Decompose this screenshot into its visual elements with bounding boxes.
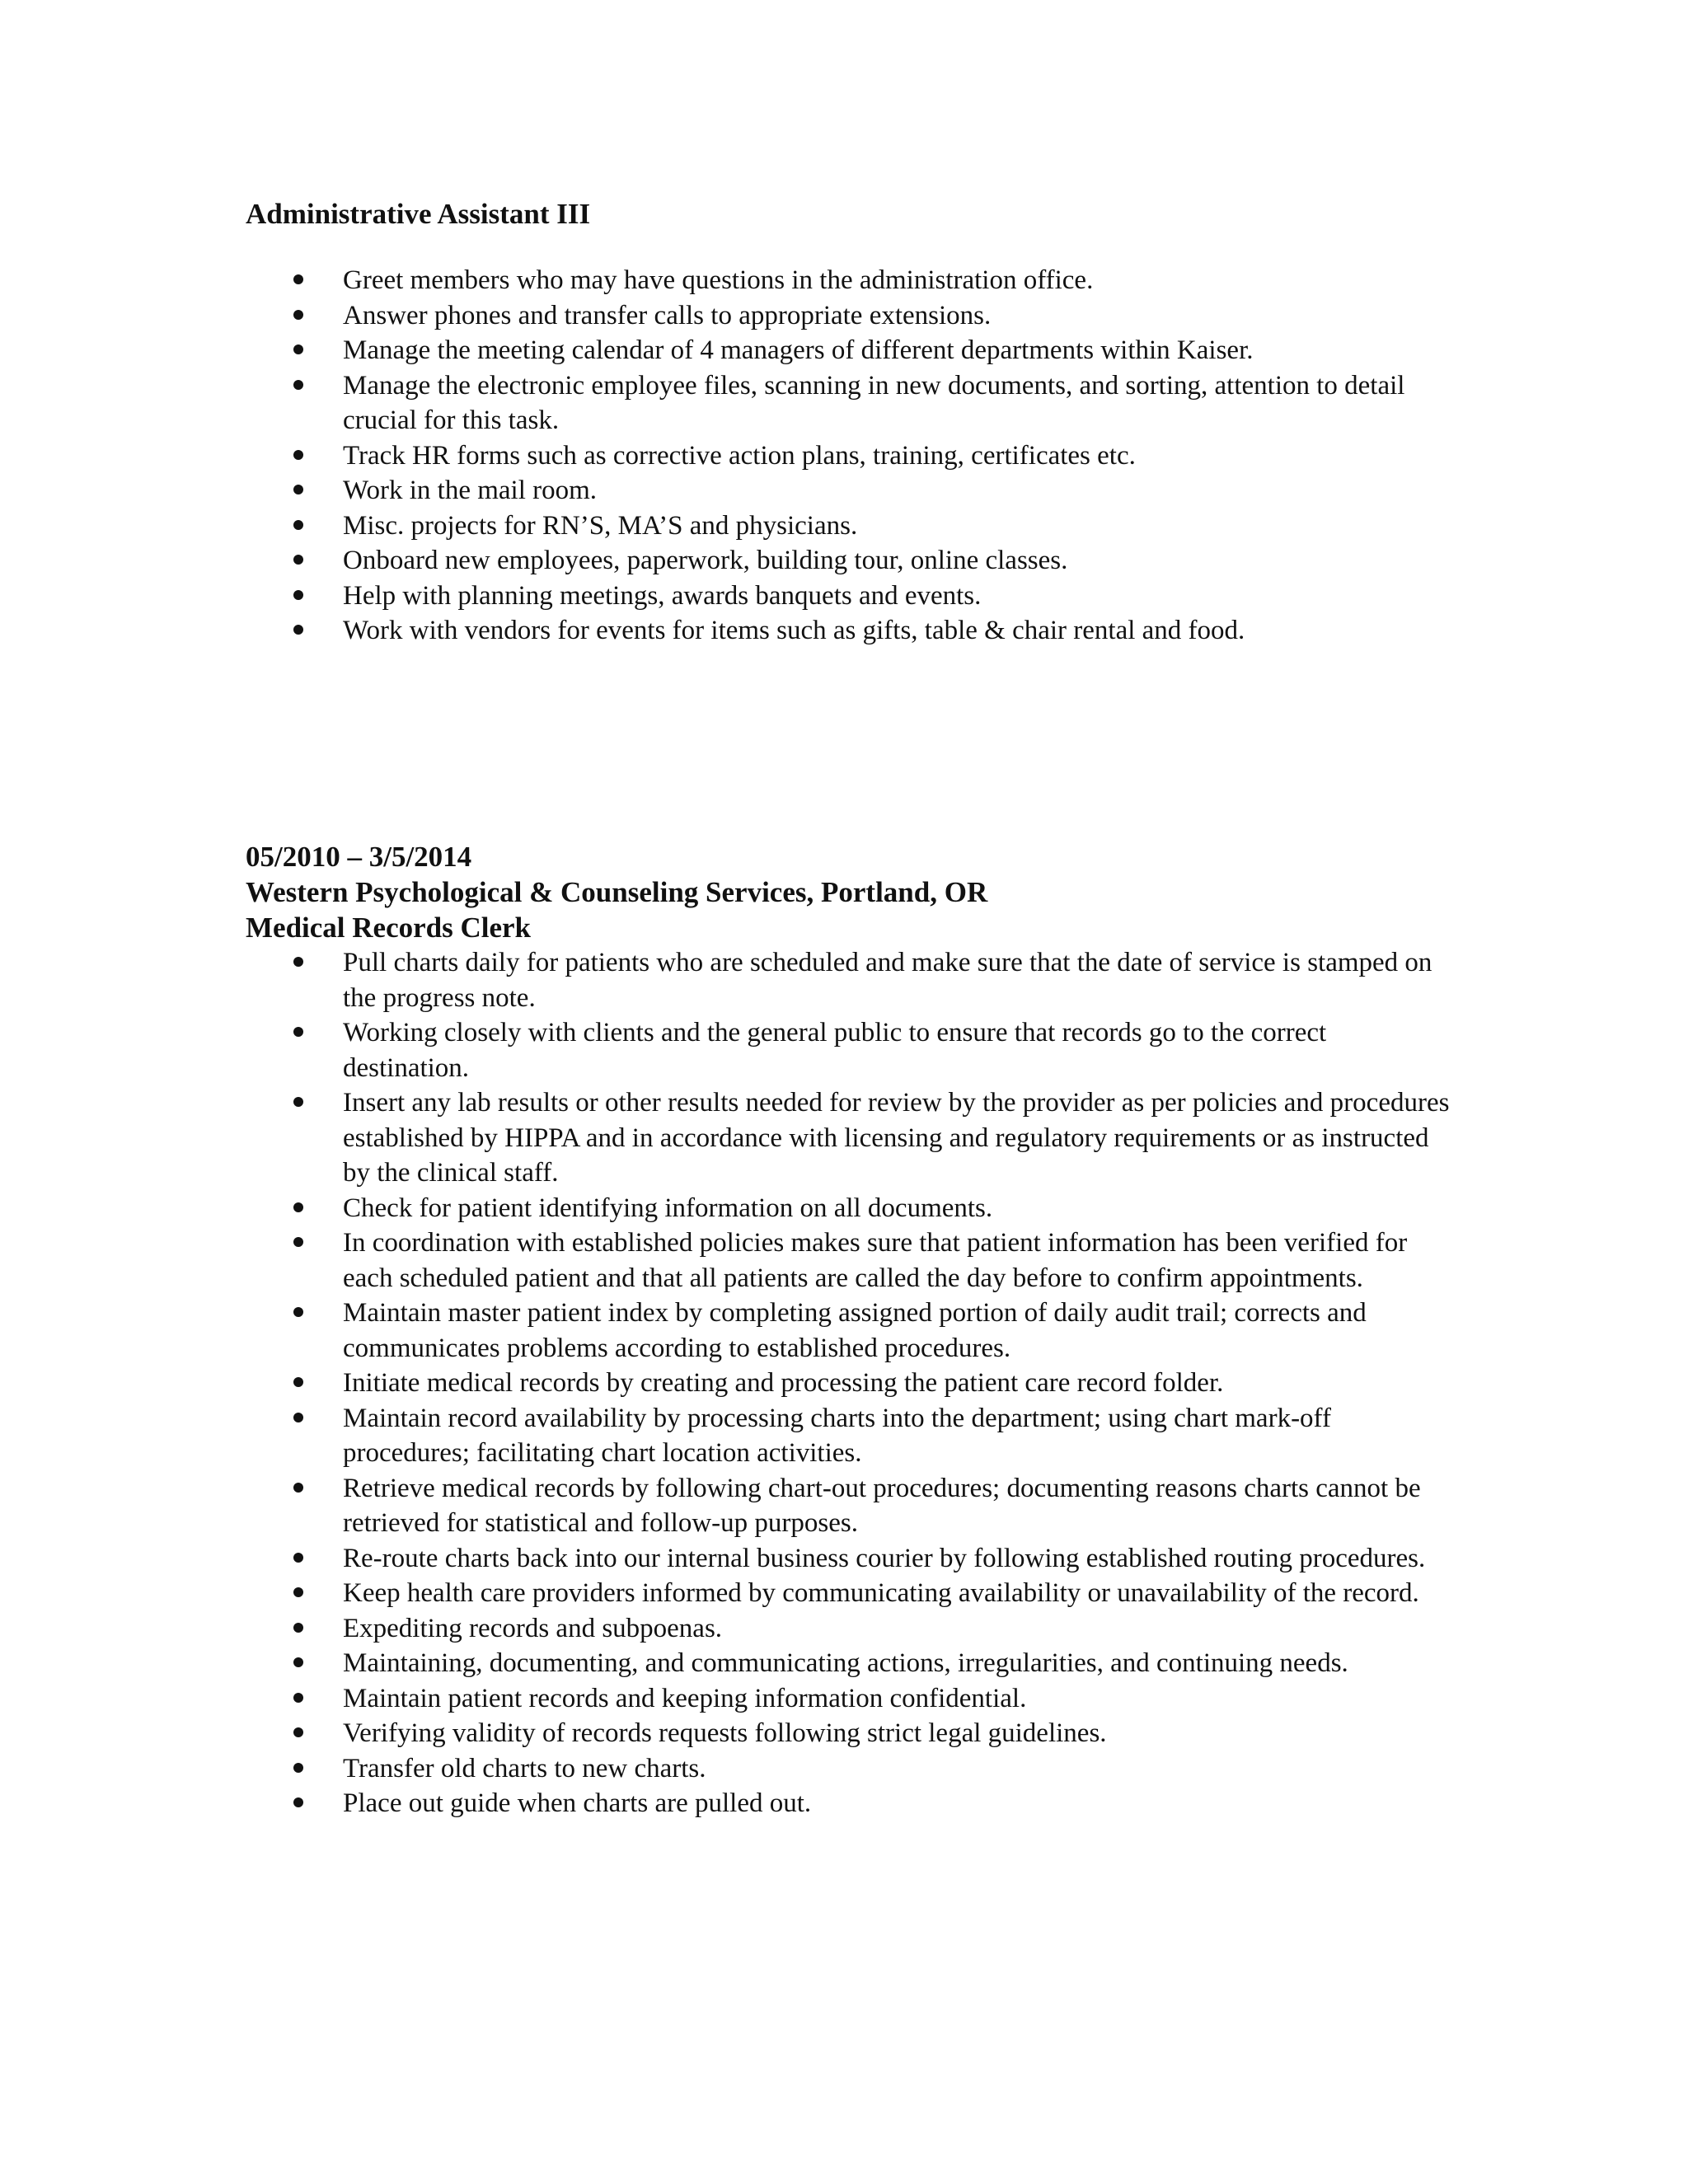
list-item [246, 1471, 1457, 1541]
bullet-icon [293, 1413, 303, 1422]
bullet-icon [293, 1202, 303, 1212]
list-item [246, 368, 1457, 438]
bullet-icon [293, 1623, 303, 1633]
bullet-icon [293, 274, 303, 284]
bullet-icon [293, 1797, 303, 1807]
list-item [246, 1226, 1457, 1296]
bullet-icon [293, 1377, 303, 1387]
list-item-text: Help with planning meetings, awards banquets and events. [343, 580, 982, 611]
list-item-text: Maintain patient records and keeping information confidential. [343, 1683, 1027, 1713]
bullet-icon [293, 625, 303, 635]
bullet-icon [293, 1237, 303, 1247]
list-item-text: Maintain master patient index by completing assigned portion of daily audit trail; corrects and communicates problems according to established procedures. [343, 1298, 1367, 1363]
duties-list [246, 945, 1457, 1821]
list-item [246, 1541, 1457, 1577]
list-item-text: Keep health care providers informed by communicating availability or unavailability of the record. [343, 1578, 1419, 1608]
bullet-icon [293, 957, 303, 967]
bullet-icon [293, 485, 303, 494]
list-item-text: Verifying validity of records requests following strict legal guidelines. [343, 1718, 1107, 1748]
list-item-text: Work in the mail room. [343, 476, 598, 505]
bullet-icon [293, 555, 303, 565]
list-item-text: Place out guide when charts are pulled out. [343, 1788, 812, 1818]
list-item [246, 333, 1457, 368]
list-item [246, 543, 1457, 579]
list-item-text: Initiate medical records by creating and processing the patient care record folder. [343, 1368, 1224, 1398]
list-item [246, 1786, 1457, 1821]
bullet-icon [293, 310, 303, 320]
list-item [246, 945, 1457, 1015]
list-item [246, 613, 1457, 649]
bullet-icon [293, 1587, 303, 1597]
list-item [246, 1716, 1457, 1751]
bullet-icon [293, 1693, 303, 1703]
list-item [246, 579, 1457, 614]
list-item-text: Transfer old charts to new charts. [343, 1753, 706, 1783]
bullet-icon [293, 1097, 303, 1107]
list-item [246, 1646, 1457, 1681]
list-item [246, 1085, 1457, 1191]
list-item-text: Working closely with clients and the general public to ensure that records go to the correct destination. [343, 1018, 1327, 1083]
list-item-text: Greet members who may have questions in the administration office. [343, 265, 1094, 295]
list-item-text: Retrieve medical records by following chart-out procedures; documenting reasons charts cannot be retrieved for statistical and follow-up purposes. [343, 1473, 1421, 1538]
list-item [246, 1751, 1457, 1787]
list-item [246, 1681, 1457, 1717]
section-administrative-assistant [246, 196, 1457, 649]
bullet-icon [293, 1727, 303, 1737]
list-item [246, 1296, 1457, 1366]
list-item [246, 263, 1457, 298]
list-item [246, 1015, 1457, 1085]
list-item [246, 1191, 1457, 1226]
employer-name: Western Psychological & Counseling Services, Portland, OR [246, 876, 988, 908]
bullet-icon [293, 590, 303, 600]
list-item-text: In coordination with established policies makes sure that patient information has been verified for each scheduled patient and that all patients are called the day before to confirm appointments. [343, 1228, 1408, 1293]
list-item-text: Work with vendors for events for items such as gifts, table & chair rental and food. [343, 616, 1245, 645]
list-item-text: Misc. projects for RN’S, MA’S and physicians. [343, 510, 858, 541]
list-item-text: Check for patient identifying information on all documents. [343, 1193, 993, 1223]
list-item-text: Onboard new employees, paperwork, building tour, online classes. [343, 546, 1068, 575]
list-item-text: Re-route charts back into our internal business courier by following established routing procedures. [343, 1543, 1426, 1573]
bullet-icon [293, 1307, 303, 1317]
job-title: Administrative Assistant III [246, 198, 591, 230]
list-item-text: Pull charts daily for patients who are scheduled and make sure that the date of service is stamped on the progress note. [343, 948, 1432, 1013]
list-item-text: Manage the electronic employee files, scanning in new documents, and sorting, attention to detail crucial for this task. [343, 370, 1405, 435]
list-item [246, 298, 1457, 334]
list-item-text: Insert any lab results or other results needed for review by the provider as per policies and procedures established by HIPPA and in accordance with licensing and regulatory requirements or as instructed by the clinical staff. [343, 1088, 1450, 1188]
section-medical-records-clerk [246, 839, 1457, 1821]
list-item [246, 473, 1457, 509]
list-item [246, 1576, 1457, 1611]
bullet-icon [293, 1027, 303, 1037]
list-item [246, 438, 1457, 474]
list-item [246, 509, 1457, 544]
list-item [246, 1366, 1457, 1401]
bullet-icon [293, 1483, 303, 1493]
job-title: Medical Records Clerk [246, 912, 532, 944]
bullet-icon [293, 380, 303, 390]
list-item [246, 1401, 1457, 1471]
list-item-text: Maintain record availability by processing charts into the department; using chart mark-off procedures; facilitating chart location activities. [343, 1403, 1331, 1468]
duties-list [246, 263, 1457, 649]
bullet-icon [293, 1553, 303, 1563]
bullet-icon [293, 344, 303, 354]
list-item-text: Answer phones and transfer calls to appropriate extensions. [343, 300, 992, 330]
list-item-text: Track HR forms such as corrective action plans, training, certificates etc. [343, 440, 1136, 471]
bullet-icon [293, 450, 303, 460]
list-item-text: Maintaining, documenting, and communicating actions, irregularities, and continuing needs. [343, 1648, 1348, 1678]
employment-dates: 05/2010 – 3/5/2014 [246, 841, 472, 873]
bullet-icon [293, 520, 303, 530]
bullet-icon [293, 1657, 303, 1667]
bullet-icon [293, 1763, 303, 1773]
list-item-text: Expediting records and subpoenas. [343, 1613, 723, 1643]
list-item-text: Manage the meeting calendar of 4 managers of different departments within Kaiser. [343, 335, 1254, 365]
list-item [246, 1611, 1457, 1647]
